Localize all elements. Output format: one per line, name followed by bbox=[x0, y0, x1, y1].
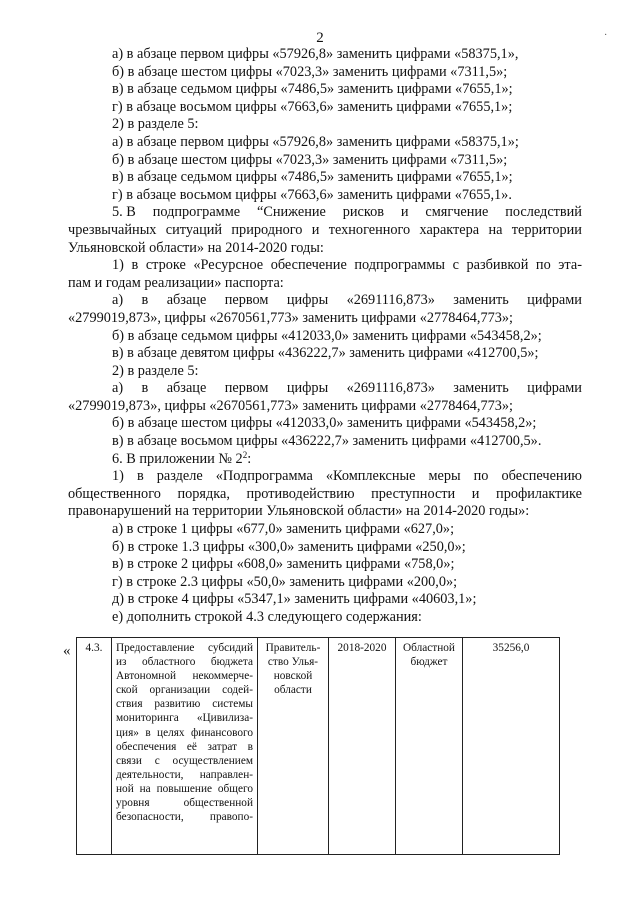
text-line bbox=[68, 240, 582, 258]
line-text: в) в абзаце седьмом цифры «7486,5» заменить цифрами «7655,1»; bbox=[112, 81, 513, 98]
text-line bbox=[68, 380, 582, 398]
word: ситуаций bbox=[165, 221, 223, 238]
cell-word: системы bbox=[212, 698, 253, 711]
word: в bbox=[136, 468, 144, 485]
text-line bbox=[68, 64, 582, 82]
cell-line bbox=[116, 754, 253, 768]
cell-word: Предоставление bbox=[116, 642, 195, 654]
cell-word: областного bbox=[141, 656, 196, 669]
line-text: е) дополнить строкой 4.3 следующего содержания: bbox=[112, 609, 422, 625]
cell-line: Правитель- bbox=[265, 642, 321, 654]
line-text: правонарушений на территории Ульяновской области» на 2014-2020 годы»: bbox=[68, 503, 530, 520]
corner-mark: · bbox=[604, 30, 608, 41]
cell-line bbox=[116, 641, 253, 655]
text-line bbox=[68, 451, 582, 469]
line-text: в) в абзаце седьмом цифры «7486,5» заменить цифрами «7655,1»; bbox=[112, 169, 513, 186]
line-text: «2799019,873», цифры «2670561,773» заменить цифрами «2778464,773»; bbox=[68, 309, 514, 326]
word: с bbox=[452, 257, 459, 274]
line-text: а) в абзаце первом цифры «57926,8» заменить цифрами «58375,1», bbox=[112, 46, 519, 62]
line-text: г) в абзаце восьмом цифры «7663,6» заменить цифрами «7655,1»; bbox=[112, 98, 513, 115]
cell-line bbox=[116, 796, 253, 810]
word: профилактике bbox=[496, 485, 582, 502]
word: «Комплексные bbox=[325, 468, 416, 485]
word: первом bbox=[224, 292, 269, 309]
cell-word: связи bbox=[116, 754, 142, 767]
row-number: 4.3. bbox=[77, 638, 112, 855]
line-text: Ульяновской области» на 2014-2020 годы: bbox=[68, 239, 324, 256]
line-text: б) в абзаце шестом цифры «412033,0» заменить цифрами «543458,2»; bbox=[112, 415, 537, 432]
row-source-cell bbox=[396, 638, 463, 855]
cell-word: ция» bbox=[116, 726, 139, 739]
text-line bbox=[68, 556, 582, 574]
text-line bbox=[68, 204, 582, 222]
cell-line bbox=[116, 768, 253, 782]
row-years: 2018-2020 bbox=[329, 638, 396, 855]
cell-word: общественной bbox=[183, 797, 253, 810]
word: на bbox=[488, 221, 503, 238]
word: смягчение bbox=[425, 204, 489, 221]
cell-word: «Цивилиза- bbox=[196, 712, 253, 725]
line-text: 2) в разделе 5: bbox=[112, 116, 199, 133]
cell-line bbox=[116, 669, 253, 683]
text-line bbox=[68, 539, 582, 557]
row-executor-cell bbox=[258, 638, 329, 855]
cell-word: ной bbox=[116, 782, 134, 795]
word: цифрами bbox=[527, 380, 582, 397]
line-text: г) в строке 2.3 цифры «50,0» заменить цифрами «200,0»; bbox=[112, 573, 458, 590]
cell-word: деятельности, bbox=[116, 768, 184, 781]
cell-word: повышение bbox=[156, 782, 212, 795]
cell-line bbox=[116, 711, 253, 725]
cell-word: организации bbox=[149, 684, 211, 697]
cell-word: ствия bbox=[116, 698, 143, 711]
word: и bbox=[311, 221, 320, 238]
document-body bbox=[68, 46, 582, 627]
row-name-cell bbox=[112, 638, 258, 855]
cell-word: в bbox=[247, 740, 253, 753]
line-text: б) в абзаце седьмом цифры «412033,0» заменить цифрами «543458,2»; bbox=[112, 327, 542, 344]
row-amount: 35256,0 bbox=[463, 638, 560, 855]
word: преступности bbox=[371, 485, 456, 502]
cell-line: области bbox=[274, 684, 312, 697]
cell-word: мониторинга bbox=[116, 712, 179, 725]
word: абзаце bbox=[166, 380, 207, 397]
word: общественного bbox=[68, 485, 161, 502]
word: чрезвычайных bbox=[68, 221, 157, 238]
word: а) bbox=[112, 380, 124, 397]
word: абзаце bbox=[166, 292, 207, 309]
text-line bbox=[68, 187, 582, 205]
text-line bbox=[68, 292, 582, 310]
cell-word: осуществлением bbox=[172, 754, 253, 767]
cell-word: уровня bbox=[116, 797, 150, 810]
cell-line bbox=[116, 782, 253, 796]
cell-word: в bbox=[145, 726, 151, 739]
word: цифры bbox=[286, 380, 329, 397]
cell-line bbox=[116, 726, 253, 740]
text-line bbox=[68, 328, 582, 346]
cell-line bbox=[116, 683, 253, 697]
opening-quote: « bbox=[63, 643, 71, 659]
word: разделе bbox=[156, 468, 203, 485]
line-text: 2) в разделе 5: bbox=[112, 362, 199, 379]
cell-word: финансового bbox=[190, 726, 253, 739]
word: 1) bbox=[112, 257, 124, 274]
cell-word: развитию bbox=[154, 698, 201, 711]
word: заменить bbox=[453, 380, 509, 397]
text-line bbox=[68, 257, 582, 275]
text-line bbox=[68, 222, 582, 240]
cell-word: на bbox=[139, 782, 151, 795]
word: противодействию bbox=[246, 485, 355, 502]
cell-line: ство Улья- bbox=[267, 656, 319, 669]
text-line bbox=[68, 486, 582, 504]
line-text: а) в абзаце первом цифры «57926,8» заменить цифрами «58375,1»; bbox=[112, 133, 519, 150]
word: “Снижение bbox=[256, 204, 326, 221]
line-text: д) в строке 4 цифры «5347,1» заменить цифрами «40603,1»; bbox=[112, 591, 477, 608]
cell-line: бюджет bbox=[410, 656, 448, 669]
cell-word: целях bbox=[157, 726, 185, 739]
cell-word: направлен- bbox=[199, 768, 253, 781]
word: цифрами bbox=[527, 292, 582, 309]
cell-word: обеспечения bbox=[116, 740, 177, 753]
word: в bbox=[131, 257, 139, 274]
cell-word: с bbox=[154, 754, 160, 767]
cell-word: её bbox=[186, 740, 197, 753]
text-line bbox=[68, 521, 582, 539]
word: первом bbox=[224, 380, 269, 397]
word: «Подпрограмма bbox=[215, 468, 313, 485]
text-line bbox=[68, 81, 582, 99]
cell-line: Областной bbox=[403, 642, 455, 654]
page-number: 2 bbox=[316, 30, 324, 46]
line-text: 6. В приложении № 2 bbox=[112, 450, 243, 467]
cell-line bbox=[116, 655, 253, 669]
word: «2691116,873» bbox=[346, 292, 435, 309]
cell-word: Автономной bbox=[116, 670, 177, 683]
text-line bbox=[68, 468, 582, 486]
subsidy-table bbox=[76, 637, 560, 855]
text-line bbox=[68, 503, 582, 521]
text-line bbox=[68, 275, 582, 293]
line-text: «2799019,873», цифры «2670561,773» заменить цифрами «2778464,773»; bbox=[68, 397, 514, 414]
text-line bbox=[68, 310, 582, 328]
cell-word: ской bbox=[116, 684, 138, 697]
text-line bbox=[68, 609, 582, 627]
word: техногенного bbox=[328, 221, 411, 238]
word: характера bbox=[419, 221, 480, 238]
line-text: пам и годам реализации» паспорта: bbox=[68, 274, 284, 291]
line-text: в) в абзаце восьмом цифры «436222,7» заменить цифрами «412700,5». bbox=[112, 433, 542, 450]
word: подпрограмме bbox=[152, 204, 241, 221]
word: порядка, bbox=[177, 485, 230, 502]
cell-word: затрат bbox=[207, 740, 238, 753]
word: последствий bbox=[505, 204, 582, 221]
word: разбивкой bbox=[466, 257, 529, 274]
text-line bbox=[68, 46, 582, 64]
text-line bbox=[68, 398, 582, 416]
word: рисков bbox=[342, 204, 384, 221]
word: 5. В bbox=[112, 204, 136, 221]
text-line bbox=[68, 363, 582, 381]
line-text: в) в строке 2 цифры «608,0» заменить цифрами «758,0»; bbox=[112, 556, 455, 573]
word: заменить bbox=[453, 292, 509, 309]
cell-line: новской bbox=[273, 670, 313, 683]
line-text: г) в абзаце восьмом цифры «7663,6» заменить цифрами «7655,1». bbox=[112, 186, 512, 203]
cell-word: некоммерче- bbox=[192, 670, 253, 683]
text-line bbox=[68, 574, 582, 592]
word: обеспечение bbox=[270, 257, 347, 274]
word: «Ресурсное bbox=[193, 257, 264, 274]
text-line bbox=[68, 152, 582, 170]
line-text: б) в строке 1.3 цифры «300,0» заменить цифрами «250,0»; bbox=[112, 538, 466, 555]
word: подпрограммы bbox=[354, 257, 446, 274]
text-line bbox=[68, 134, 582, 152]
line-text: б) в абзаце шестом цифры «7023,3» заменить цифрами «7311,5»; bbox=[112, 151, 508, 168]
cell-line bbox=[116, 697, 253, 711]
word: а) bbox=[112, 292, 124, 309]
superscript: 2 bbox=[242, 449, 248, 460]
text-line bbox=[68, 116, 582, 134]
word: в bbox=[141, 292, 149, 309]
line-text: б) в абзаце шестом цифры «7023,3» заменить цифрами «7311,5»; bbox=[112, 63, 508, 80]
text-line bbox=[68, 433, 582, 451]
word: эта- bbox=[558, 257, 582, 274]
word: меры bbox=[428, 468, 461, 485]
cell-word: общего bbox=[217, 782, 253, 795]
cell-line bbox=[116, 810, 253, 824]
word: природного bbox=[231, 221, 303, 238]
cell-word: правопо- bbox=[209, 811, 253, 824]
table-row bbox=[77, 638, 560, 855]
line-text: а) в строке 1 цифры «677,0» заменить цифрами «627,0»; bbox=[112, 521, 455, 538]
word: «2691116,873» bbox=[346, 380, 435, 397]
line-text: в) в абзаце девятом цифры «436222,7» заменить цифрами «412700,5»; bbox=[112, 345, 539, 362]
cell-line bbox=[116, 740, 253, 754]
word: цифры bbox=[286, 292, 329, 309]
word: и bbox=[400, 204, 409, 221]
text-line bbox=[68, 169, 582, 187]
cell-word: из bbox=[116, 656, 127, 669]
cell-word: безопасности, bbox=[116, 811, 184, 824]
word: по bbox=[535, 257, 551, 274]
word: в bbox=[141, 380, 149, 397]
cell-word: субсидий bbox=[207, 642, 253, 654]
line-text-suffix: : bbox=[247, 450, 252, 467]
text-line bbox=[68, 99, 582, 117]
text-line bbox=[68, 415, 582, 433]
text-line bbox=[68, 345, 582, 363]
word: строке bbox=[145, 257, 186, 274]
word: по bbox=[473, 468, 489, 485]
cell-word: бюджета bbox=[210, 656, 253, 669]
word: обеспечению bbox=[501, 468, 582, 485]
cell-word: содей- bbox=[222, 684, 253, 697]
word: 1) bbox=[112, 468, 124, 485]
word: территории bbox=[511, 221, 582, 238]
word: и bbox=[471, 485, 480, 502]
text-line bbox=[68, 591, 582, 609]
